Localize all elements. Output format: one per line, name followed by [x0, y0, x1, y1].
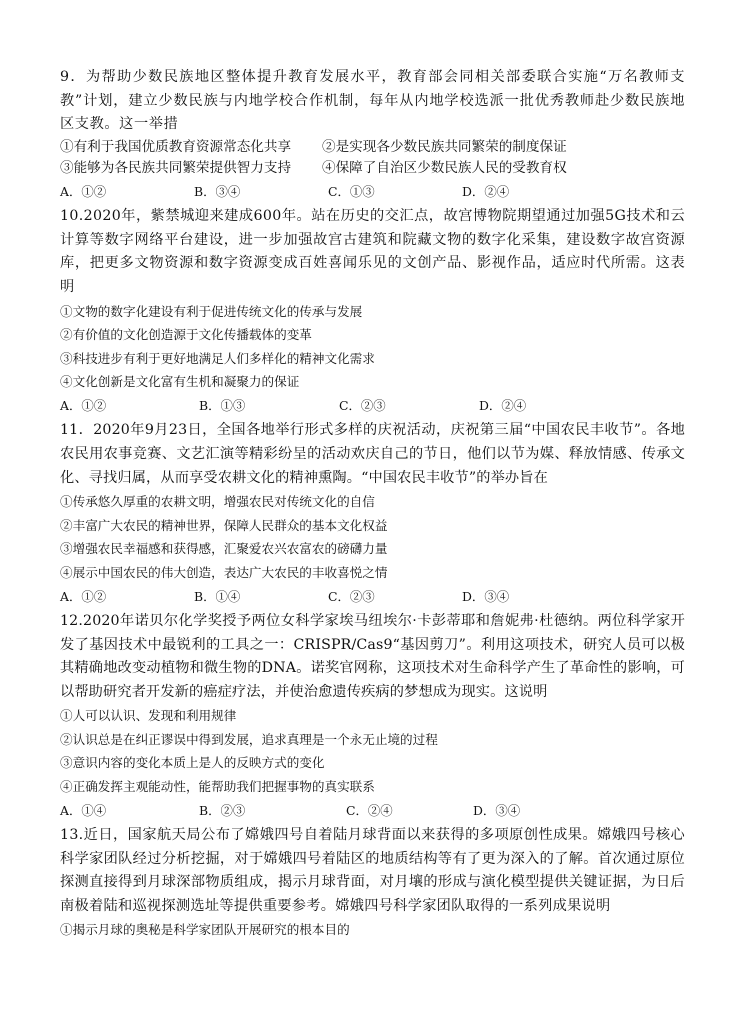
question-12-option-a: A．①④ — [60, 802, 107, 818]
question-12-statement-1: ①人可以认识、发现和利用规律 — [60, 708, 237, 724]
question-12-statement-3: ③意识内容的变化本质上是人的反映方式的变化 — [60, 755, 325, 771]
question-9-statement-1: ①有利于我国优质教育资源常态化共享 — [60, 138, 292, 155]
question-11-stem: 11．2020年9月23日，全国各地举行形式多样的庆祝活动，庆祝第三届“中国农民丰收节”。各地农民用农事竞赛、文艺汇演等精彩纷呈的活动欢庆自己的节日，他们以节为媒、释放情感、传承文化、寻找归属，从而享受农耕文化的精神熏陶。“中国农民丰收节”的举办旨在 — [60, 422, 685, 486]
question-10-statement-3: ③科技进步有利于更好地满足人们多样化的精神文化需求 — [60, 350, 375, 366]
question-12-option-d: D．③④ — [473, 802, 521, 818]
question-10 — [60, 205, 685, 417]
question-13-stem: 13.近日，国家航天局公布了嫦娥四号自着陆月球背面以来获得的多项原创性成果。嫦娥四号核心科学家团队经过分析挖掘，对于嫦娥四号着陆区的地质结构等有了更为深入的了解。首次通过原位探测直接得到月球深部物质组成，揭示月球背面，对月壤的形成与演化模型提供关键证据，为日后南极着陆和巡视探测选址等提供重要参考。嫦娥四号科学家团队取得的一系列成果说明 — [60, 827, 685, 914]
question-10-option-d: D．②④ — [479, 397, 527, 413]
question-12-option-b: B．②③ — [199, 802, 246, 818]
question-10-stem: 10.2020年，紫禁城迎来建成600年。站在历史的交汇点，故宫博物院期望通过加强5G技术和云计算等数字网络平台建设，进一步加强故宫古建筑和院藏文物的数字化采集，建设数字故宫资源库，把更多文物资源和数字资源变成百姓喜闻乐见的文创产品、影视作品，适应时代所需。这表明 — [60, 208, 685, 295]
question-11-statement-3: ③增强农民幸福感和获得感，汇聚爱农兴农富农的磅礴力量 — [60, 541, 388, 557]
question-9-option-b: B．③④ — [194, 183, 241, 199]
question-12-stem: 12.2020年诺贝尔化学奖授予两位女科学家埃马纽埃尔·卡彭蒂耶和詹妮弗·杜德纳。两位科学家开发了基因技术中最锐利的工具之一：CRISPR/Cas9“基因剪刀”。利用这项技术，研究人员可以极其精确地改变动植物和微生物的DNA。诺奖官网称，这项技术对生命科学产生了革命性的影响，可以帮助研究者开发新的癌症疗法，并使治愈遗传疾病的梦想成为现实。这说明 — [60, 612, 685, 700]
question-10-statement-1: ①文物的数字化建设有利于促进传统文化的传承与发展 — [60, 303, 363, 319]
question-12 — [60, 610, 685, 822]
question-11-option-d: D．③④ — [462, 588, 510, 604]
question-10-option-c: C．②③ — [339, 397, 386, 413]
question-9-statement-2: ②是实现各少数民族共同繁荣的制度保证 — [322, 138, 567, 155]
question-11-options — [60, 585, 685, 608]
question-11-option-a: A．①② — [60, 588, 107, 604]
question-13 — [60, 824, 685, 942]
question-11-statement-1: ①传承悠久厚重的农耕文明，增强农民对传统文化的自信 — [60, 494, 375, 510]
question-10-statement-2: ②有价值的文化创造源于文化传播载体的变革 — [60, 327, 312, 343]
question-13-statement-1: ①揭示月球的奥秘是科学家团队开展研究的根本目的 — [60, 922, 350, 938]
question-12-statement-4: ④正确发挥主观能动性，能帮助我们把握事物的真实联系 — [60, 779, 375, 795]
question-9-statement-4: ④保障了自治区少数民族人民的受教育权 — [322, 160, 567, 177]
question-12-options — [60, 799, 685, 822]
question-9-statements — [60, 137, 685, 180]
question-11-option-b: B．①④ — [194, 588, 241, 604]
question-9-option-d: D．②④ — [462, 183, 510, 199]
question-10-option-a: A．①② — [60, 397, 107, 413]
question-11-option-c: C．②③ — [328, 588, 375, 604]
question-9 — [60, 66, 685, 203]
question-9-option-c: C．①③ — [328, 183, 375, 199]
question-11 — [60, 419, 685, 608]
question-9-statement-3: ③能够为各民族共同繁荣提供智力支持 — [60, 160, 292, 177]
question-9-stem: 9．为帮助少数民族地区整体提升教育发展水平，教育部会同相关部委联合实施“万名教师支教”计划，建立少数民族与内地学校合作机制，每年从内地学校选派一批优秀教师赴少数民族地区支教。这一举措 — [60, 69, 685, 133]
question-11-statement-4: ④展示中国农民的伟大创造，表达广大农民的丰收喜悦之情 — [60, 564, 388, 580]
question-11-statement-2: ②丰富广大农民的精神世界，保障人民群众的基本文化权益 — [60, 517, 388, 533]
question-10-options — [60, 394, 685, 417]
question-12-statement-2: ②认识总是在纠正谬误中得到发展，追求真理是一个永无止境的过程 — [60, 731, 438, 747]
question-10-statement-4: ④文化创新是文化富有生机和凝聚力的保证 — [60, 374, 300, 390]
question-12-option-c: C．②④ — [346, 802, 393, 818]
question-9-options — [60, 180, 685, 203]
question-10-option-b: B．①③ — [199, 397, 246, 413]
question-9-option-a: A．①② — [60, 183, 107, 199]
